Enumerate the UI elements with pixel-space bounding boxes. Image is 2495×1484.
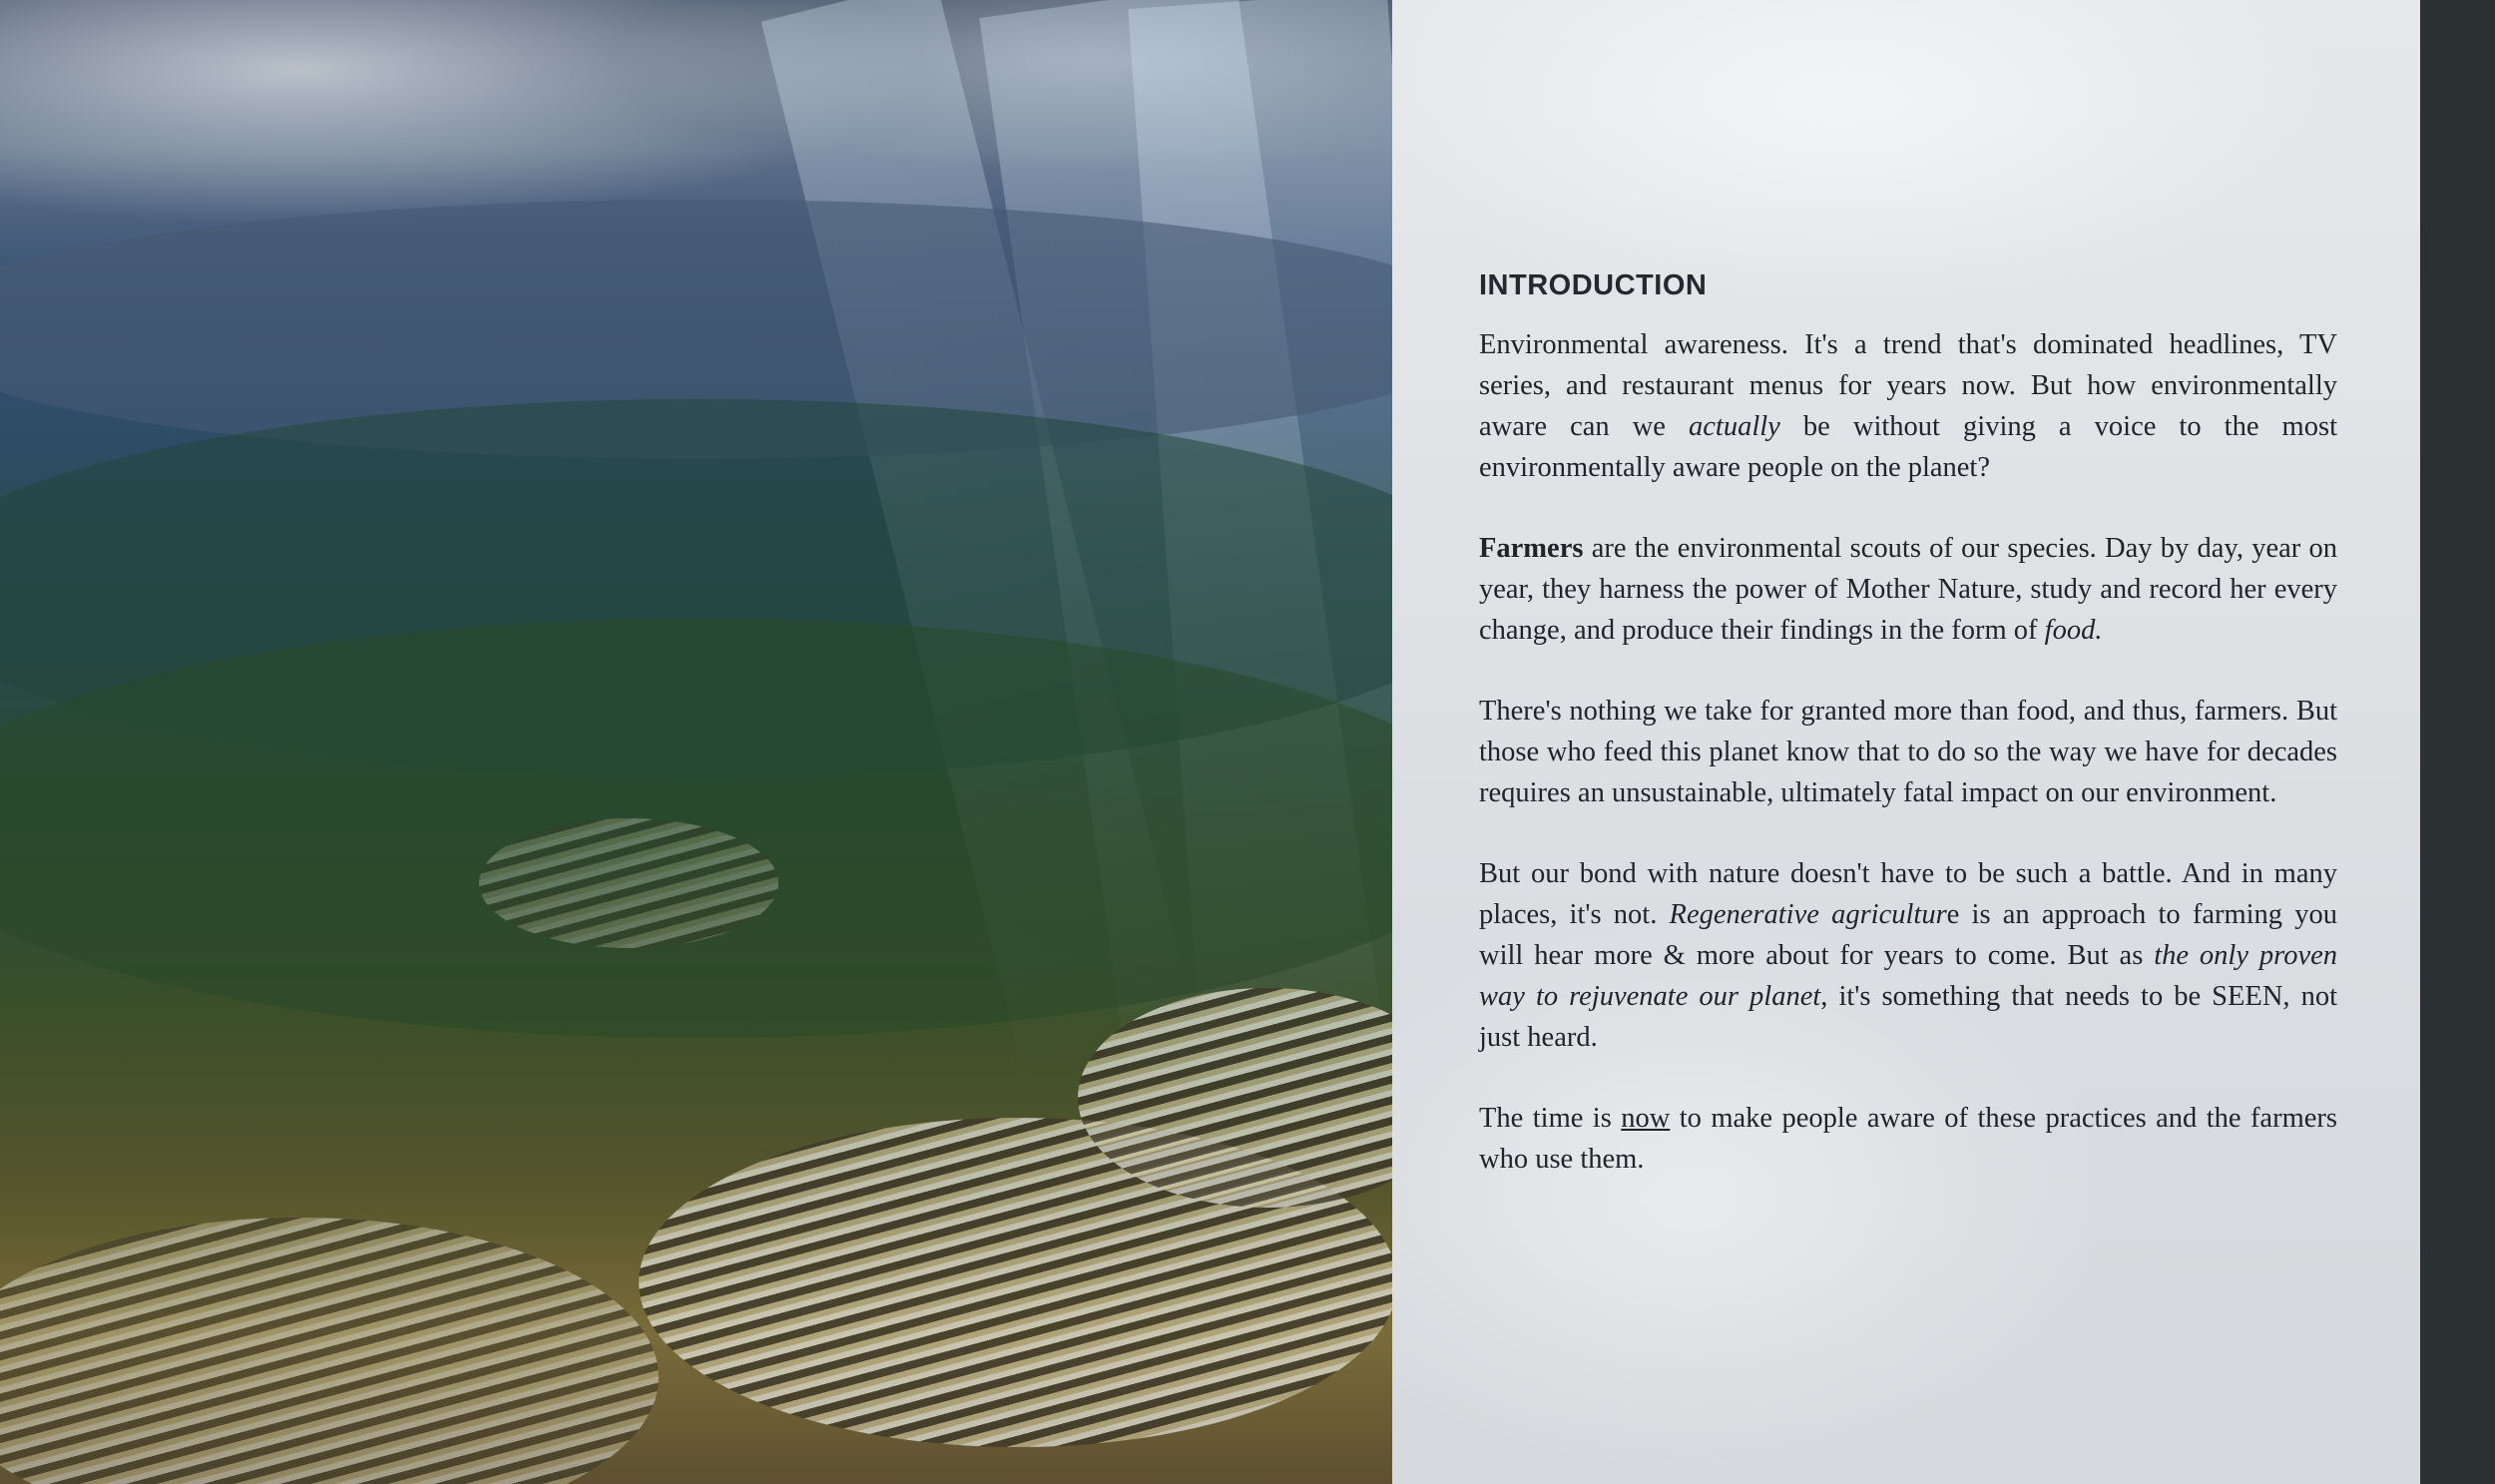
paragraph-text: The time is — [1479, 1103, 1622, 1134]
bold-text: Farmers — [1479, 533, 1584, 564]
paragraph-1 — [1479, 324, 2337, 488]
paragraph-text: There's nothing we take for granted more than food, and thus, farmers. But those who feed this planet know that to do so the way we have for decades requires an unsustainable, ultimately fatal impact on our environment. — [1479, 696, 2337, 808]
paragraph-5 — [1479, 1098, 2337, 1180]
paragraph-4 — [1479, 853, 2337, 1058]
rice-terrace — [479, 818, 778, 948]
section-heading: INTRODUCTION — [1479, 269, 1708, 301]
emphasis-text: actually — [1689, 411, 1780, 442]
emphasis-text: Regenerative agricultur — [1669, 899, 1947, 930]
paragraph-text: But our bond with nature doesn't have to be such a battle. And in many places, it's not. — [1479, 858, 2337, 930]
paragraph-2 — [1479, 528, 2337, 651]
rice-terrace — [0, 1218, 659, 1484]
paragraph-text: be without giving a voice to the most environmentally aware people on the planet? — [1479, 411, 2337, 483]
paragraph-text: to make people aware of these practices and the farmers who use them. — [1479, 1103, 2337, 1175]
text-panel — [1392, 0, 2420, 1484]
underlined-text: now — [1621, 1103, 1671, 1134]
emphasis-text: the only proven way to rejuvenate our planet — [1479, 940, 2337, 1012]
paragraph-text: , it's something that needs to be SEEN, not just heard. — [1479, 981, 2338, 1053]
dark-edge-strip — [2420, 0, 2495, 1484]
paragraph-text: Environmental awareness. It's a trend that's dominated headlines, TV series, and restaurant menus for years now. But how environmentally aware can we — [1479, 329, 2337, 442]
emphasis-text: food. — [2044, 615, 2103, 646]
paragraph-text: are the environmental scouts of our species. Day by day, year on year, they harness the power of Mother Nature, study and record her every change, and produce their findings in the form of — [1479, 533, 2337, 646]
paragraph-3 — [1479, 691, 2337, 813]
paragraph-text: e is an approach to farming you will hear more & more about for years to come. But as — [1479, 899, 2337, 971]
introduction-section — [1479, 269, 2337, 1220]
